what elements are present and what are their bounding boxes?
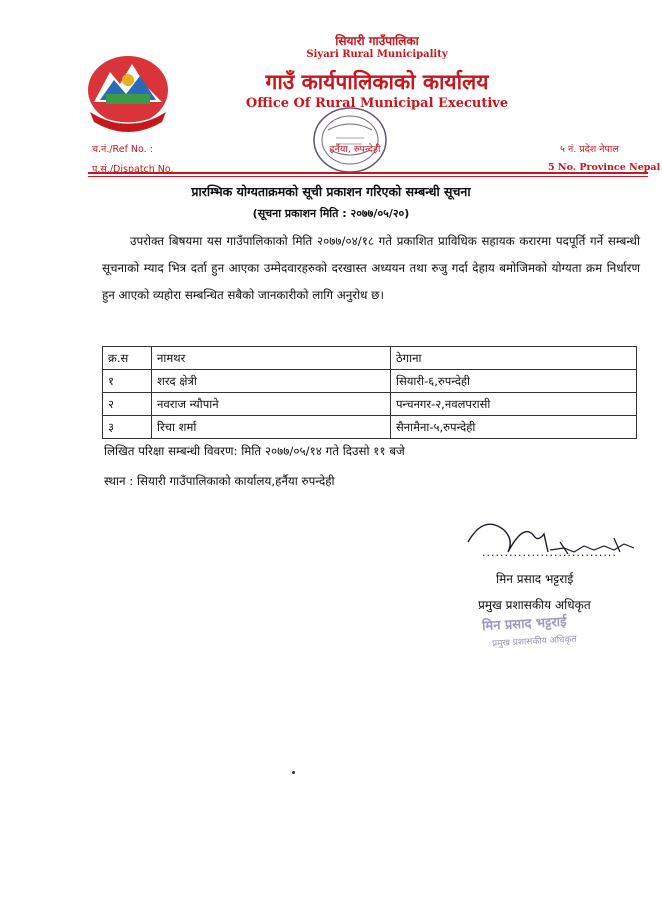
col-header-address: ठेगाना: [391, 347, 637, 370]
exam-venue: स्थान : सियारी गाउँपालिकाको कार्यालय,हर्नैया रुपन्देही: [104, 474, 335, 488]
publication-date: (सूचना प्रकाशन मिति : २०७७/०५/२०): [252, 207, 410, 220]
scan-speck: [292, 771, 295, 774]
candidate-table: [102, 346, 637, 439]
office-name-en: Office Of Rural Municipal Executive: [245, 96, 509, 111]
table-row: [103, 370, 637, 393]
municipality-name-en: Siyari Rural Municipality: [306, 49, 448, 60]
office-name-np: गाउँ कार्यपालिकाको कार्यालय: [265, 70, 489, 94]
ref-no-label: च.नं./Ref No. :: [92, 144, 153, 155]
notice-body: उपरोक्त बिषयमा यस गाउँपालिकाको मिति २०७७/०४/१८ गते प्रकाशित प्राविधिक सहायक करारमा पदपूर्ति गर्ने सम्बन्धी सूचनाको म्याद भित्र दर्ता हुन आएका उम्मेदवारहरुको दरखास्त अध्ययन तथा रुजु गर्दा देहाय बमोजिमको योग्यता क्रम निर्धारण हुन आएको व्यहोरा सम्बन्धित सबैको जानकारीको लागि अनुरोध छ।: [102, 234, 640, 302]
cell-sn: १: [103, 370, 152, 393]
header-divider: [88, 172, 648, 174]
notice-subject: प्रारम्भिक योग्यताक्रमको सूची प्रकाशन गरिएको सम्बन्धी सूचना: [191, 184, 471, 199]
cell-address: सैनामैना-५,रुपन्देही: [391, 416, 637, 439]
signer-name: मिन प्रसाद भट्टराई: [496, 572, 574, 586]
cell-name: शरद क्षेत्री: [152, 370, 391, 393]
municipality-name-np: सियारी गाउँपालिका: [335, 34, 419, 48]
cell-name: रिचा शर्मा: [152, 416, 391, 439]
cell-sn: २: [103, 393, 152, 416]
exam-details: लिखित परिक्षा सम्बन्धी विवरण: मिति २०७७/०५/१४ गते दिउसो ११ बजे: [104, 444, 405, 458]
dispatch-no-label: प.सं./Dispatch No.: [92, 164, 174, 175]
cell-name: नवराज न्यौपाने: [152, 393, 391, 416]
signer-title: प्रमुख प्रशासकीय अधिकृत: [478, 598, 591, 612]
signature-line: ..............................: [482, 546, 617, 559]
table-header-row: [103, 347, 637, 370]
cell-address: पन्चनगर-२,नवलपरासी: [391, 393, 637, 416]
province-en: 5 No. Province Nepal: [548, 162, 661, 173]
cell-sn: ३: [103, 416, 152, 439]
cell-address: सियारी-६,रुपन्देही: [391, 370, 637, 393]
name-stamp: मिन प्रसाद भट्टराई: [481, 614, 567, 635]
table-row: [103, 393, 637, 416]
title-stamp: प्रमुख प्रशासकीय अधिकृत: [491, 634, 577, 650]
col-header-sn: क्र.स: [103, 347, 152, 370]
header-divider-thin: [88, 176, 648, 177]
office-stamp-seal: [306, 100, 394, 180]
office-address-np: हर्नैया, रुपन्देही: [329, 144, 381, 155]
province-np: ५ नं. प्रदेश नेपाल: [560, 144, 619, 155]
col-header-name: नामथर: [152, 347, 391, 370]
table-row: [103, 416, 637, 439]
